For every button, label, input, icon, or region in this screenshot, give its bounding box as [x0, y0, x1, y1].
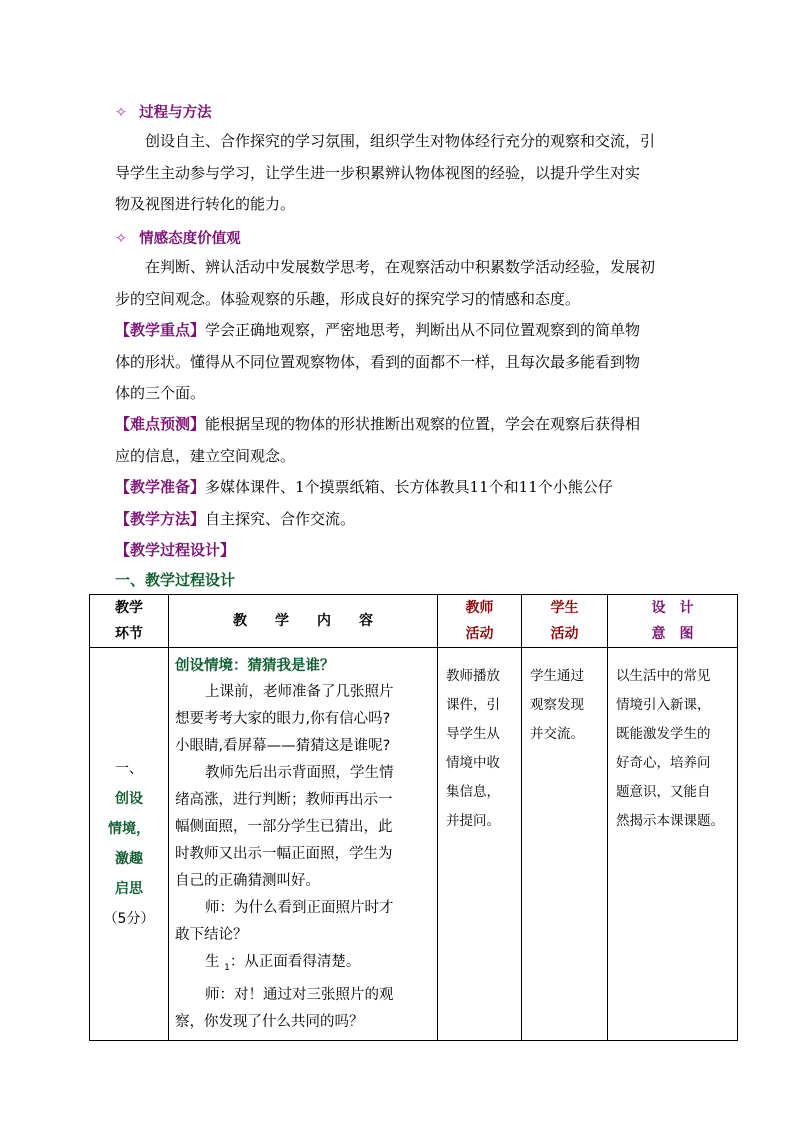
text-line: 观察发现	[530, 697, 584, 713]
text-line: 敢下结论？	[175, 927, 248, 943]
header-stage: 教学 环节	[90, 595, 169, 648]
section-heading-process: ✧ 过程与方法	[115, 104, 212, 121]
text-line: 体的三个面。	[115, 384, 206, 402]
header-intent: 设 计 意 图	[608, 595, 738, 648]
text-line: 在判断、辨认活动中发展数学思考，在观察活动中积累数学活动经验，发展初	[145, 258, 656, 276]
text-line: 能根据呈现的物体的形状推断出观察的位置，学会在观察后获得相	[205, 415, 641, 433]
text-line: 以生活中的常见	[616, 668, 711, 684]
label-preparation: 【教学准备】	[115, 478, 206, 496]
table-row	[90, 648, 738, 1041]
text-line: 多媒体课件、1个摸票纸箱、长方体教具11个和11个小熊公仔	[205, 478, 613, 496]
text-line: 师：对！通过对三张照片的观	[205, 986, 394, 1003]
content-title: 创设情境：猜猜我是谁？	[175, 657, 335, 674]
student-activity-cell	[522, 648, 608, 1041]
stage-cell	[90, 648, 169, 1041]
paragraph-attitude	[115, 252, 685, 315]
text-line: 好奇心，培养问	[616, 755, 711, 771]
paragraph-method	[115, 508, 355, 529]
text-line: 并交流。	[530, 726, 584, 742]
text-line: 课件，引	[446, 697, 500, 713]
design-intent-cell	[608, 648, 738, 1041]
stage-text: 情境，	[108, 820, 150, 837]
text-line: 然揭示本课课题。	[616, 813, 724, 829]
stage-number: 一、	[115, 760, 143, 777]
text-line: 应的信息，建立空间观念。	[115, 446, 296, 465]
text-line: 物及视图进行转化的能力。	[115, 195, 296, 213]
label-method: 【教学方法】	[115, 510, 206, 528]
text-line: 情境中收	[446, 755, 500, 771]
text-line: 教师先后出示背面照，学生情	[205, 765, 394, 781]
text-line: 小眼睛,看屏幕——猜猜这是谁呢?	[175, 738, 391, 754]
label-process-design: 【教学过程设计】	[115, 541, 236, 559]
text-line: 情境引入新课，	[616, 697, 711, 713]
text-line: 集信息，	[446, 784, 500, 800]
text-line: 既能激发学生的	[616, 726, 711, 742]
text-line: 体的形状。懂得从不同位置观察物体，看到的面都不一样，且每次最多能看到物	[115, 352, 641, 371]
stage-text: 激趣	[115, 850, 143, 867]
text-line: 察，你发现了什么共同的吗？	[175, 1013, 364, 1030]
student-reply: 生 $_1$：从正面看得清楚。	[205, 954, 361, 973]
text-line: 步的空间观念。体验观察的乐趣，形成良好的探究学习的情感和态度。	[115, 289, 581, 308]
text-line: 师：为什么看到正面照片时才	[205, 900, 394, 916]
stage-time: （5分）	[103, 910, 155, 927]
header-content: 教 学 内 容	[169, 595, 438, 648]
paragraph-difficulty	[115, 409, 685, 472]
paragraph-process	[115, 126, 685, 221]
text-line: 教师播放	[446, 668, 500, 684]
table-title: 一、教学过程设计	[115, 571, 236, 589]
text-line: 创设自主、合作探究的学习氛围，组织学生对物体经行充分的观察和交流，引	[145, 132, 656, 150]
header-student: 学生 活动	[522, 595, 608, 648]
diamond-bullet-icon: ✧	[115, 105, 128, 121]
stage-text: 创设	[115, 790, 143, 807]
lesson-plan-table	[89, 594, 738, 1041]
text-line: 学会正确地观察，严密地思考，判断出从不同位置观察到的简单物	[205, 321, 641, 339]
text-line: 自己的正确猜测叫好。	[175, 873, 320, 889]
text-line: 绪高涨，进行判断；教师再出示一	[175, 792, 393, 808]
text-line: 导学生从	[446, 726, 500, 742]
text-line: 自主探究、合作交流。	[205, 510, 356, 528]
text-line: 想要考考大家的眼力,你有信心吗?	[175, 711, 391, 727]
stage-text: 启思	[115, 880, 143, 897]
text-line: 题意识，又能自	[616, 784, 711, 800]
diamond-bullet-icon: ✧	[115, 231, 128, 247]
paragraph-preparation	[115, 476, 613, 497]
content-cell	[169, 648, 438, 1041]
text-line: 上课前，老师准备了几张照片	[205, 684, 394, 700]
section-heading-attitude: ✧ 情感态度价值观	[115, 230, 241, 247]
text-line: 时教师又出示一幅正面照，学生为	[175, 846, 393, 862]
paragraph-key-points	[115, 315, 685, 410]
label-key-points: 【教学重点】	[115, 321, 206, 339]
text-line: 导学生主动参与学习，让学生进一步积累辨认物体视图的经验，以提升学生对实	[115, 163, 641, 182]
teacher-activity-cell	[438, 648, 522, 1041]
table-header-row	[90, 595, 738, 648]
text-line: 学生通过	[530, 668, 584, 684]
header-teacher: 教师 活动	[438, 595, 522, 648]
text-line: 并提问。	[446, 813, 500, 829]
text-line: 幅侧面照，一部分学生已猜出，此	[175, 819, 393, 835]
label-difficulty: 【难点预测】	[115, 415, 206, 433]
